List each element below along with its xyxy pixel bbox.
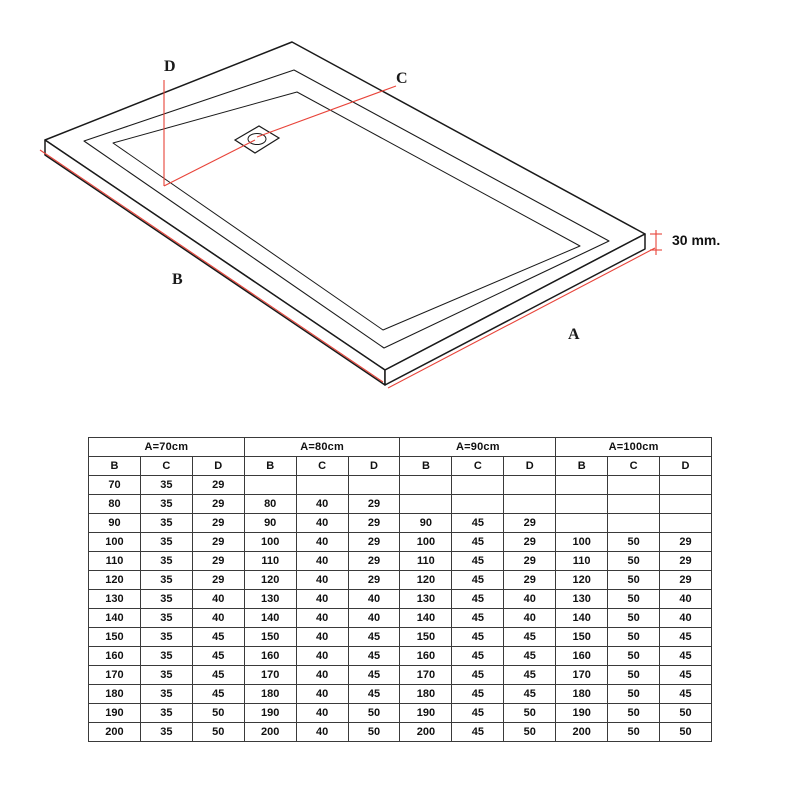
- cell-r13-g1-c: 40: [296, 723, 348, 742]
- thickness-label: 30 mm.: [672, 232, 721, 248]
- cell-r11-g0-c: 35: [140, 685, 192, 704]
- cell-r8-g0-d: 45: [192, 628, 244, 647]
- sub-header-0-c: C: [140, 457, 192, 476]
- cell-r2-g1-d: 29: [348, 514, 400, 533]
- cell-r0-g0-d: 29: [192, 476, 244, 495]
- cell-r1-g1-d: 29: [348, 495, 400, 514]
- cell-r13-g1-b: 200: [244, 723, 296, 742]
- cell-r2-g0-b: 90: [89, 514, 141, 533]
- cell-r10-g0-c: 35: [140, 666, 192, 685]
- cell-r7-g2-b: 140: [400, 609, 452, 628]
- cell-r12-g0-b: 190: [89, 704, 141, 723]
- table-row: [89, 666, 712, 685]
- cell-r13-g2-b: 200: [400, 723, 452, 742]
- cell-r1-g2-d: [504, 495, 556, 514]
- sub-header-1-c: C: [296, 457, 348, 476]
- cell-r9-g0-b: 160: [89, 647, 141, 666]
- cell-r12-g1-d: 50: [348, 704, 400, 723]
- cell-r10-g2-c: 45: [452, 666, 504, 685]
- sub-header-3-c: C: [608, 457, 660, 476]
- table-row: [89, 590, 712, 609]
- sub-header-0-b: B: [89, 457, 141, 476]
- cell-r3-g1-c: 40: [296, 533, 348, 552]
- cell-r12-g0-c: 35: [140, 704, 192, 723]
- cell-r2-g0-d: 29: [192, 514, 244, 533]
- cell-r3-g2-b: 100: [400, 533, 452, 552]
- cell-r2-g2-d: 29: [504, 514, 556, 533]
- cell-r10-g0-b: 170: [89, 666, 141, 685]
- tray-outline: [45, 42, 645, 385]
- cell-r10-g3-b: 170: [556, 666, 608, 685]
- cell-r3-g0-b: 100: [89, 533, 141, 552]
- cell-r13-g3-d: 50: [660, 723, 712, 742]
- cell-r2-g1-b: 90: [244, 514, 296, 533]
- cell-r0-g2-c: [452, 476, 504, 495]
- sub-header-2-b: B: [400, 457, 452, 476]
- cell-r11-g1-b: 180: [244, 685, 296, 704]
- dimension-label-a: A: [568, 326, 580, 343]
- table-body: [89, 476, 712, 742]
- cell-r7-g3-b: 140: [556, 609, 608, 628]
- cell-r11-g0-d: 45: [192, 685, 244, 704]
- cell-r12-g3-b: 190: [556, 704, 608, 723]
- sub-header-0-d: D: [192, 457, 244, 476]
- cell-r10-g3-d: 45: [660, 666, 712, 685]
- cell-r0-g3-d: [660, 476, 712, 495]
- sub-header-2-d: D: [504, 457, 556, 476]
- cell-r1-g0-d: 29: [192, 495, 244, 514]
- cell-r8-g0-b: 150: [89, 628, 141, 647]
- cell-r12-g3-c: 50: [608, 704, 660, 723]
- cell-r3-g1-d: 29: [348, 533, 400, 552]
- cell-r5-g3-d: 29: [660, 571, 712, 590]
- cell-r9-g1-d: 45: [348, 647, 400, 666]
- cell-r13-g0-c: 35: [140, 723, 192, 742]
- cell-r3-g2-c: 45: [452, 533, 504, 552]
- cell-r9-g1-b: 160: [244, 647, 296, 666]
- group-header-1: A=80cm: [244, 438, 400, 457]
- cell-r12-g2-c: 45: [452, 704, 504, 723]
- cell-r5-g0-c: 35: [140, 571, 192, 590]
- cell-r12-g2-d: 50: [504, 704, 556, 723]
- cell-r11-g1-d: 45: [348, 685, 400, 704]
- cell-r2-g3-d: [660, 514, 712, 533]
- cell-r3-g0-d: 29: [192, 533, 244, 552]
- cell-r7-g1-b: 140: [244, 609, 296, 628]
- cell-r4-g0-d: 29: [192, 552, 244, 571]
- cell-r1-g1-c: 40: [296, 495, 348, 514]
- table-row: [89, 628, 712, 647]
- table-row: [89, 495, 712, 514]
- table-row: [89, 685, 712, 704]
- cell-r11-g3-b: 180: [556, 685, 608, 704]
- cell-r6-g3-b: 130: [556, 590, 608, 609]
- cell-r9-g2-d: 45: [504, 647, 556, 666]
- cell-r7-g0-c: 35: [140, 609, 192, 628]
- cell-r6-g2-c: 45: [452, 590, 504, 609]
- table-row: [89, 704, 712, 723]
- cell-r13-g1-d: 50: [348, 723, 400, 742]
- cell-r5-g3-b: 120: [556, 571, 608, 590]
- cell-r9-g0-c: 35: [140, 647, 192, 666]
- cell-r10-g2-b: 170: [400, 666, 452, 685]
- cell-r0-g2-b: [400, 476, 452, 495]
- cell-r4-g2-c: 45: [452, 552, 504, 571]
- cell-r7-g2-c: 45: [452, 609, 504, 628]
- cell-r9-g0-d: 45: [192, 647, 244, 666]
- cell-r6-g3-c: 50: [608, 590, 660, 609]
- table-row: [89, 609, 712, 628]
- sub-header-2-c: C: [452, 457, 504, 476]
- cell-r8-g2-b: 150: [400, 628, 452, 647]
- cell-r10-g2-d: 45: [504, 666, 556, 685]
- cell-r10-g1-b: 170: [244, 666, 296, 685]
- cell-r6-g0-b: 130: [89, 590, 141, 609]
- cell-r4-g0-c: 35: [140, 552, 192, 571]
- cell-r1-g1-b: 80: [244, 495, 296, 514]
- dimension-label-c: C: [396, 70, 408, 87]
- cell-r3-g3-c: 50: [608, 533, 660, 552]
- cell-r10-g0-d: 45: [192, 666, 244, 685]
- cell-r7-g0-d: 40: [192, 609, 244, 628]
- table-head: [89, 438, 712, 476]
- cell-r8-g1-b: 150: [244, 628, 296, 647]
- cell-r2-g3-c: [608, 514, 660, 533]
- cell-r12-g3-d: 50: [660, 704, 712, 723]
- cell-r8-g3-b: 150: [556, 628, 608, 647]
- cell-r7-g3-d: 40: [660, 609, 712, 628]
- cell-r4-g1-b: 110: [244, 552, 296, 571]
- cell-r8-g2-c: 45: [452, 628, 504, 647]
- cell-r12-g2-b: 190: [400, 704, 452, 723]
- cell-r5-g2-c: 45: [452, 571, 504, 590]
- cell-r5-g2-d: 29: [504, 571, 556, 590]
- cell-r9-g3-b: 160: [556, 647, 608, 666]
- cell-r9-g1-c: 40: [296, 647, 348, 666]
- dimension-label-b: B: [172, 271, 183, 288]
- cell-r5-g1-c: 40: [296, 571, 348, 590]
- cell-r5-g1-d: 29: [348, 571, 400, 590]
- cell-r3-g3-b: 100: [556, 533, 608, 552]
- cell-r4-g0-b: 110: [89, 552, 141, 571]
- cell-r3-g1-b: 100: [244, 533, 296, 552]
- cell-r0-g0-c: 35: [140, 476, 192, 495]
- cell-r3-g2-d: 29: [504, 533, 556, 552]
- cell-r1-g3-b: [556, 495, 608, 514]
- cell-r6-g0-d: 40: [192, 590, 244, 609]
- cell-r9-g2-c: 45: [452, 647, 504, 666]
- cell-r12-g1-c: 40: [296, 704, 348, 723]
- cell-r12-g1-b: 190: [244, 704, 296, 723]
- cell-r4-g1-c: 40: [296, 552, 348, 571]
- cell-r4-g1-d: 29: [348, 552, 400, 571]
- cell-r2-g2-c: 45: [452, 514, 504, 533]
- cell-r0-g2-d: [504, 476, 556, 495]
- cell-r10-g1-d: 45: [348, 666, 400, 685]
- cell-r11-g1-c: 40: [296, 685, 348, 704]
- cell-r13-g3-b: 200: [556, 723, 608, 742]
- cell-r7-g1-d: 40: [348, 609, 400, 628]
- dimension-table: [88, 437, 712, 742]
- table-row: [89, 476, 712, 495]
- dimension-label-d: D: [164, 58, 176, 75]
- cell-r5-g0-d: 29: [192, 571, 244, 590]
- cell-r5-g3-c: 50: [608, 571, 660, 590]
- cell-r8-g3-c: 50: [608, 628, 660, 647]
- cell-r7-g0-b: 140: [89, 609, 141, 628]
- cell-r8-g2-d: 45: [504, 628, 556, 647]
- sub-header-3-d: D: [660, 457, 712, 476]
- cell-r11-g2-b: 180: [400, 685, 452, 704]
- cell-r6-g1-b: 130: [244, 590, 296, 609]
- cell-r1-g0-b: 80: [89, 495, 141, 514]
- cell-r12-g0-d: 50: [192, 704, 244, 723]
- sub-header-1-b: B: [244, 457, 296, 476]
- cell-r13-g2-c: 45: [452, 723, 504, 742]
- cell-r7-g2-d: 40: [504, 609, 556, 628]
- cell-r1-g3-d: [660, 495, 712, 514]
- cell-r5-g2-b: 120: [400, 571, 452, 590]
- cell-r0-g1-d: [348, 476, 400, 495]
- dimension-table-wrapper: [88, 437, 712, 742]
- cell-r9-g3-c: 50: [608, 647, 660, 666]
- cell-r8-g1-c: 40: [296, 628, 348, 647]
- table-row: [89, 647, 712, 666]
- cell-r11-g3-d: 45: [660, 685, 712, 704]
- cell-r10-g1-c: 40: [296, 666, 348, 685]
- cell-r11-g0-b: 180: [89, 685, 141, 704]
- cell-r13-g0-d: 50: [192, 723, 244, 742]
- cell-r0-g3-c: [608, 476, 660, 495]
- cell-r2-g3-b: [556, 514, 608, 533]
- table-row: [89, 571, 712, 590]
- cell-r2-g1-c: 40: [296, 514, 348, 533]
- cell-r11-g2-d: 45: [504, 685, 556, 704]
- cell-r1-g2-b: [400, 495, 452, 514]
- sub-header-1-d: D: [348, 457, 400, 476]
- group-header-3: A=100cm: [556, 438, 712, 457]
- cell-r13-g2-d: 50: [504, 723, 556, 742]
- cell-r1-g3-c: [608, 495, 660, 514]
- cell-r0-g1-b: [244, 476, 296, 495]
- cell-r5-g1-b: 120: [244, 571, 296, 590]
- cell-r9-g3-d: 45: [660, 647, 712, 666]
- table-row: [89, 723, 712, 742]
- cell-r4-g2-d: 29: [504, 552, 556, 571]
- table-sub-header-row: [89, 457, 712, 476]
- cell-r7-g3-c: 50: [608, 609, 660, 628]
- table-group-header-row: [89, 438, 712, 457]
- cell-r8-g1-d: 45: [348, 628, 400, 647]
- cell-r4-g3-d: 29: [660, 552, 712, 571]
- cell-r6-g3-d: 40: [660, 590, 712, 609]
- cell-r11-g2-c: 45: [452, 685, 504, 704]
- group-header-2: A=90cm: [400, 438, 556, 457]
- cell-r6-g1-c: 40: [296, 590, 348, 609]
- cell-r11-g3-c: 50: [608, 685, 660, 704]
- cell-r4-g3-b: 110: [556, 552, 608, 571]
- sub-header-3-b: B: [556, 457, 608, 476]
- cell-r2-g2-b: 90: [400, 514, 452, 533]
- cell-r13-g0-b: 200: [89, 723, 141, 742]
- cell-r0-g3-b: [556, 476, 608, 495]
- cell-r8-g3-d: 45: [660, 628, 712, 647]
- cell-r13-g3-c: 50: [608, 723, 660, 742]
- cell-r8-g0-c: 35: [140, 628, 192, 647]
- cell-r2-g0-c: 35: [140, 514, 192, 533]
- cell-r6-g1-d: 40: [348, 590, 400, 609]
- cell-r6-g2-b: 130: [400, 590, 452, 609]
- cell-r1-g0-c: 35: [140, 495, 192, 514]
- table-row: [89, 533, 712, 552]
- cell-r6-g0-c: 35: [140, 590, 192, 609]
- cell-r3-g3-d: 29: [660, 533, 712, 552]
- cell-r4-g3-c: 50: [608, 552, 660, 571]
- cell-r3-g0-c: 35: [140, 533, 192, 552]
- cell-r0-g1-c: [296, 476, 348, 495]
- cell-r9-g2-b: 160: [400, 647, 452, 666]
- cell-r4-g2-b: 110: [400, 552, 452, 571]
- group-header-0: A=70cm: [89, 438, 245, 457]
- cell-r6-g2-d: 40: [504, 590, 556, 609]
- table-row: [89, 552, 712, 571]
- cell-r1-g2-c: [452, 495, 504, 514]
- table-row: [89, 514, 712, 533]
- cell-r10-g3-c: 50: [608, 666, 660, 685]
- cell-r5-g0-b: 120: [89, 571, 141, 590]
- cell-r0-g0-b: 70: [89, 476, 141, 495]
- cell-r7-g1-c: 40: [296, 609, 348, 628]
